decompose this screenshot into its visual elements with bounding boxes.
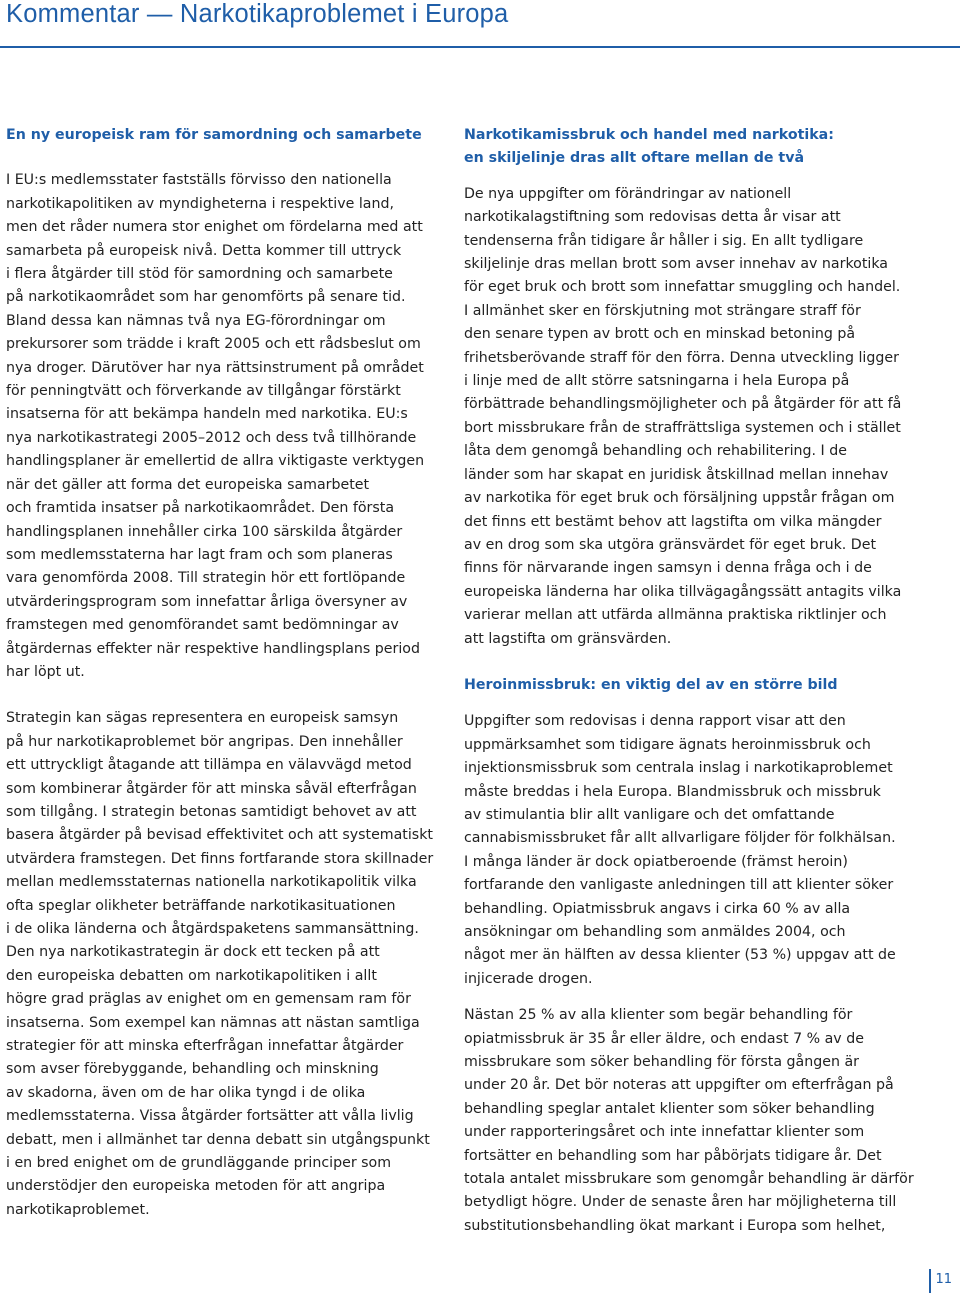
text-line: under rapporteringsåret och inte innefattar klienter som xyxy=(464,1124,865,1141)
text-line: uppmärksamhet som tidigare ägnats heroinmissbruk och xyxy=(464,736,871,753)
text-line: narkotikaproblemet. xyxy=(6,1201,150,1218)
text-line: utvärdera framstegen. Det finns fortfarande stora skillnader xyxy=(6,850,434,867)
text-line: av narkotika för eget bruk och försäljning uppstår frågan om xyxy=(464,490,895,507)
text-line: tendenserna från tidigare år håller i sig. En allt tydligare xyxy=(464,232,864,249)
text-line: Nästan 25 % av alla klienter som begär behandling för xyxy=(464,1007,853,1024)
text-line: och framtida insatser på narkotikaområdet. Den första xyxy=(6,500,395,517)
text-line: förbättrade behandlingsmöjligheter och på åtgärder för att få xyxy=(464,396,902,413)
text-line: på hur narkotikaproblemet bör angripas. Den innehåller xyxy=(6,733,403,750)
paragraph xyxy=(464,183,914,651)
text-line: europeiska länderna har olika tillvägagångssätt antagits vilka xyxy=(464,583,902,600)
text-line: som avser förebyggande, behandling och minskning xyxy=(6,1061,379,1078)
text-line: av en drog som ska utgöra gränsvärdet för eget bruk. Det xyxy=(464,536,877,553)
text-line: samarbeta på europeisk nivå. Detta kommer till uttryck xyxy=(6,242,402,259)
header-rule xyxy=(0,46,960,48)
text-line: strategier för att minska efterfrågan innefattar åtgärder xyxy=(6,1038,404,1055)
text-line: åtgärdernas effekter när respektive handlingsplans period xyxy=(6,640,420,657)
text-line: Bland dessa kan nämnas två nya EG-förordningar om xyxy=(6,312,386,329)
text-line: måste breddas i hela Europa. Blandmissbruk och missbruk xyxy=(464,783,881,800)
text-line: när det gäller att forma det europeiska samarbetet xyxy=(6,476,370,493)
text-line: länder som har skapat en juridisk åtskillnad mellan innehav xyxy=(464,466,889,483)
text-line: missbrukare som söker behandling för första gången är xyxy=(464,1054,859,1071)
text-line: högre grad präglas av enighet om en gemensam ram för xyxy=(6,991,411,1008)
text-line: som tillgång. I strategin betonas samtidigt behovet av att xyxy=(6,803,417,820)
section-heading-heroin: Heroinmissbruk: en viktig del av en större bild xyxy=(464,676,838,693)
text-line: som medlemsstaterna har lagt fram och som planeras xyxy=(6,546,393,563)
text-line: handlingsplanen innehåller cirka 100 särskilda åtgärder xyxy=(6,523,403,540)
text-line: av skadorna, även om de har olika tyngd i de olika xyxy=(6,1084,366,1101)
text-line: det finns ett bestämt behov att lagstifta om vilka mängder xyxy=(464,513,882,530)
right-column xyxy=(464,124,914,1238)
text-line: behandling speglar antalet klienter som söker behandling xyxy=(464,1100,875,1117)
text-line: för eget bruk och brott som innefattar smuggling och handel. xyxy=(464,279,901,296)
text-line: vara genomförda 2008. Till strategin hör ett fortlöpande xyxy=(6,570,406,587)
text-line: ofta speglar olikheter beträffande narkotikasituationen xyxy=(6,897,396,914)
text-line: insatserna för att bekämpa handeln med narkotika. EU:s xyxy=(6,406,408,423)
paragraph xyxy=(6,169,431,684)
text-line: Strategin kan sägas representera en europeisk samsyn xyxy=(6,710,399,727)
page-title: Kommentar — Narkotikaproblemet i Europa xyxy=(6,0,509,28)
text-line: insatserna. Som exempel kan nämnas att nästan samtliga xyxy=(6,1014,420,1031)
text-line: skiljelinje dras mellan brott som avser innehav av narkotika xyxy=(464,256,888,273)
text-line: behandling. Opiatmissbruk angavs i cirka 60 % av alla xyxy=(464,900,851,917)
text-line: ett uttryckligt åtagande att tillämpa en välavvägd metod xyxy=(6,757,412,774)
text-line: De nya uppgifter om förändringar av nationell xyxy=(464,185,792,202)
text-line: varierar mellan att utfärda allmänna praktiska riktlinjer och xyxy=(464,607,887,624)
text-line: totala antalet missbrukare som genomgår behandling är därför xyxy=(464,1171,914,1188)
text-line: I många länder är dock opiatberoende (främst heroin) xyxy=(464,853,848,870)
text-line: mellan medlemsstaternas nationella narkotikapolitik vilka xyxy=(6,874,417,891)
text-line: Uppgifter som redovisas i denna rapport visar att den xyxy=(464,713,846,730)
text-line: att lagstifta om gränsvärden. xyxy=(464,630,672,647)
text-line: utvärderingsprogram som innefattar årliga översyner av xyxy=(6,593,408,610)
text-line: den europeiska debatten om narkotikapolitiken i allt xyxy=(6,967,377,984)
text-line: opiatmissbruk är 35 år eller äldre, och endast 7 % av de xyxy=(464,1030,864,1047)
text-line: nya narkotikastrategi 2005–2012 och dess två tillhörande xyxy=(6,429,417,446)
text-line: fortsätter en behandling som har påbörjats tidigare år. Det xyxy=(464,1147,882,1164)
text-line: I EU:s medlemsstater fastställs förvisso den nationella xyxy=(6,172,392,189)
text-line: på narkotikaområdet som har genomförts på senare tid. xyxy=(6,289,406,306)
text-line: injektionsmissbruk som centrala inslag i narkotikaproblemet xyxy=(464,760,893,777)
text-line: men det råder numera stor enighet om fördelarna med att xyxy=(6,219,423,236)
text-line: I allmänhet sker en förskjutning mot strängare straff för xyxy=(464,302,861,319)
text-line: av stimulantia blir allt vanligare och det omfattande xyxy=(464,806,835,823)
text-line: narkotikapolitiken av myndigheterna i respektive land, xyxy=(6,195,394,212)
text-line: cannabismissbruket får allt allvarligare följder för folkhälsan. xyxy=(464,830,896,847)
text-line: substitutionsbehandling ökat markant i Europa som helhet, xyxy=(464,1217,886,1234)
text-line: bort missbrukare från de straffrättsliga systemen och i stället xyxy=(464,419,901,436)
paragraph xyxy=(464,1004,914,1238)
paragraph xyxy=(464,710,914,991)
paragraph xyxy=(6,707,434,1222)
text-line: under 20 år. Det bör noteras att uppgifter om efterfrågan på xyxy=(464,1077,894,1094)
text-line: i de olika länderna och åtgärdspaketens sammansättning. xyxy=(6,921,419,937)
text-line: ansökningar om behandling som anmäldes 2004, och xyxy=(464,924,846,940)
text-line: injicerade drogen. xyxy=(464,970,593,987)
text-line: i en bred enighet om de grundläggande principer som xyxy=(6,1155,392,1172)
section-heading-framework: En ny europeisk ram för samordning och samarbete xyxy=(6,127,422,143)
text-line: i flera åtgärder till stöd för samordning och samarbete xyxy=(6,266,393,283)
text-line: basera åtgärder på bevisad effektivitet och att systematiskt xyxy=(6,827,433,844)
text-line: betydligt högre. Under de senaste åren har möjligheterna till xyxy=(464,1194,897,1211)
text-line: finns för närvarande ingen samsyn i denna fråga och i de xyxy=(464,560,872,577)
text-line: för penningtvätt och förverkande av tillgångar förstärkt xyxy=(6,383,401,400)
text-line: Den nya narkotikastrategin är dock ett tecken på att xyxy=(6,944,380,961)
text-line: fortfarande den vanligaste anledningen till att klienter söker xyxy=(464,877,894,894)
text-line: framstegen med genomförandet samt bedömningar av xyxy=(6,617,399,634)
text-line: frihetsberövande straff för den förra. Denna utveckling ligger xyxy=(464,349,899,366)
text-line: handlingsplaner är emellertid de allra viktigaste verktygen xyxy=(6,453,425,470)
section-heading-trafficking xyxy=(464,124,914,171)
text-line: något mer än hälften av dessa klienter (53 %) uppgav att de xyxy=(464,947,896,964)
text-line: nya droger. Därutöver har nya rättsinstrument på området xyxy=(6,359,424,376)
text-line: understödjer den europeiska metoden för att angripa xyxy=(6,1178,386,1195)
text-line: debatt, men i allmänhet tar denna debatt sin utgångspunkt xyxy=(6,1131,430,1148)
text-line: den senare typen av brott och en minskad betoning på xyxy=(464,326,856,343)
text-line: i linje med de allt större satsningarna i hela Europa på xyxy=(464,373,850,390)
left-column xyxy=(6,124,434,1222)
text-line: narkotikalagstiftning som redovisas detta år visar att xyxy=(464,209,841,226)
text-line: låta dem genomgå behandling och rehabilitering. I de xyxy=(464,443,847,460)
page-number: 11 xyxy=(935,1272,952,1287)
text-line: medlemsstaterna. Vissa åtgärder fortsätter att vålla livlig xyxy=(6,1108,414,1125)
text-line: en skiljelinje dras allt oftare mellan de två xyxy=(464,150,805,167)
text-line: prekursorer som trädde i kraft 2005 och ett rådsbeslut om xyxy=(6,336,421,353)
text-line: Narkotikamissbruk och handel med narkotika: xyxy=(464,127,834,143)
text-line: har löpt ut. xyxy=(6,663,85,680)
text-line: som kombinerar åtgärder för att minska såväl efterfrågan xyxy=(6,780,417,797)
